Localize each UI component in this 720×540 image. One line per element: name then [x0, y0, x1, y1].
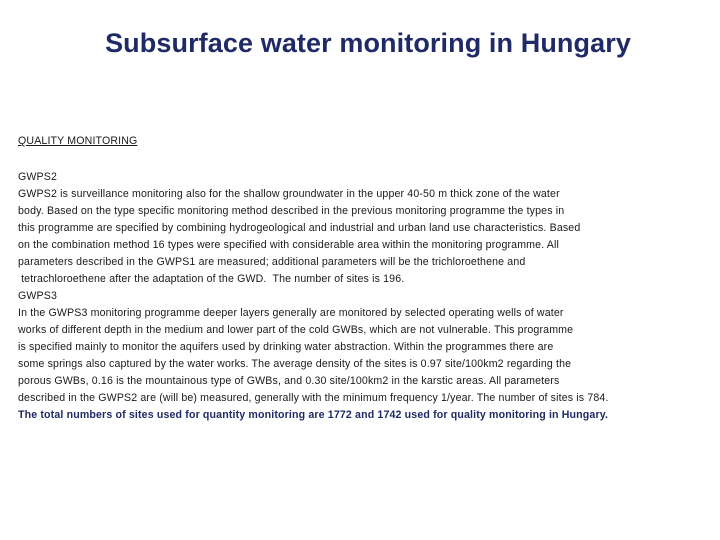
- paragraph-line: In the GWPS3 monitoring programme deeper layers generally are monitored by selected operating wells of water: [18, 307, 564, 319]
- paragraph-line: porous GWBs, 0.16 is the mountainous type of GWBs, and 0.30 site/100km2 in the karstic areas. All parameters: [18, 375, 560, 387]
- paragraph-line: described in the GWPS2 are (will be) measured, generally with the minimum frequency 1/year. The number of sites is 784.: [18, 392, 609, 404]
- paragraph-line: on the combination method 16 types were specified with considerable area within the monitoring programme. All: [18, 239, 560, 251]
- paragraph-line: GWPS2 is surveillance monitoring also for the shallow groundwater in the upper 40-50 m thick zone of the water: [18, 188, 560, 200]
- section-heading: QUALITY MONITORING: [18, 135, 138, 147]
- summary-statement: The total numbers of sites used for quantity monitoring are 1772 and 1742 used for quality monitoring in Hungary.: [18, 409, 609, 421]
- paragraph-line: body. Based on the type specific monitoring method described in the previous monitoring programme the types in: [18, 205, 565, 217]
- slide-body: [18, 133, 718, 424]
- paragraph-line: is specified mainly to monitor the aquifers used by drinking water abstraction. Within the programmes there are: [18, 341, 554, 353]
- paragraph-line: works of different depth in the medium and lower part of the cold GWBs, which are not vulnerable. This programme: [18, 324, 574, 336]
- gwps3-label: GWPS3: [18, 290, 58, 302]
- paragraph-line: parameters described in the GWPS1 are measured; additional parameters will be the trichloroethene and: [18, 256, 526, 268]
- page-title: Subsurface water monitoring in Hungary: [105, 28, 631, 58]
- paragraph-line: tetrachloroethene after the adaptation of the GWD. The number of sites is 196.: [18, 273, 405, 285]
- gwps2-label: GWPS2: [18, 171, 58, 183]
- paragraph-line: this programme are specified by combining hydrogeological and industrial and urban land use characteristics. Based: [18, 222, 581, 234]
- paragraph-line: some springs also captured by the water works. The average density of the sites is 0.97 site/100km2 regarding the: [18, 358, 572, 370]
